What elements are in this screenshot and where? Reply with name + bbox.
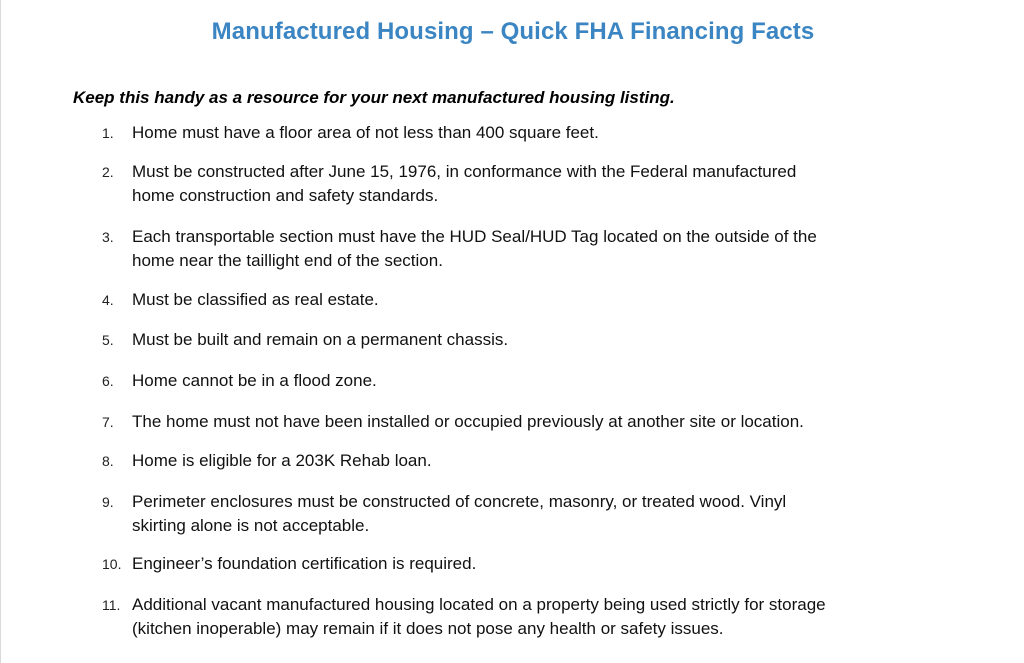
list-item-line: home construction and safety standards. xyxy=(132,186,439,205)
list-item-text xyxy=(132,121,962,145)
list-item-number: 1. xyxy=(102,125,114,141)
list-item-line: Engineer’s foundation certification is required. xyxy=(132,554,477,573)
list-item-number: 5. xyxy=(102,332,114,348)
list-item-line: Each transportable section must have the HUD Seal/HUD Tag located on the outside of the xyxy=(132,227,817,246)
list-item-text xyxy=(132,328,962,352)
list-item-number: 7. xyxy=(102,414,114,430)
list-item-text xyxy=(132,593,962,641)
list-item-number: 11. xyxy=(102,597,121,613)
list-item-text xyxy=(132,552,962,576)
list-item-number: 3. xyxy=(102,229,114,245)
list-item-line: Home is eligible for a 203K Rehab loan. xyxy=(132,451,432,470)
list-item-line: Must be classified as real estate. xyxy=(132,290,379,309)
list-item-number: 6. xyxy=(102,373,114,389)
document-intro: Keep this handy as a resource for your next manufactured housing listing. xyxy=(73,88,675,107)
list-item-number: 8. xyxy=(102,453,114,469)
list-item-text xyxy=(132,160,962,208)
list-item-text xyxy=(132,288,962,312)
list-item-line: Additional vacant manufactured housing located on a property being used strictly for storage xyxy=(132,595,826,614)
list-item-number: 2. xyxy=(102,164,114,180)
list-item-line: Perimeter enclosures must be constructed of concrete, masonry, or treated wood. Vinyl xyxy=(132,492,787,511)
list-item-line: Home cannot be in a flood zone. xyxy=(132,371,377,390)
list-item-line: Home must have a floor area of not less than 400 square feet. xyxy=(132,123,599,142)
list-item-line: (kitchen inoperable) may remain if it does not pose any health or safety issues. xyxy=(132,619,724,638)
list-item-line: home near the taillight end of the section. xyxy=(132,251,443,270)
list-item-text xyxy=(132,490,962,538)
list-item-text xyxy=(132,449,962,473)
list-item-text xyxy=(132,410,962,434)
list-item-line: Must be constructed after June 15, 1976, in conformance with the Federal manufactured xyxy=(132,162,797,181)
list-item-number: 10. xyxy=(102,556,122,572)
list-item-line: The home must not have been installed or occupied previously at another site or location. xyxy=(132,412,804,431)
document-title: Manufactured Housing – Quick FHA Financing Facts xyxy=(211,18,815,45)
list-item-number: 4. xyxy=(102,292,114,308)
list-item-line: skirting alone is not acceptable. xyxy=(132,516,370,535)
list-item-line: Must be built and remain on a permanent chassis. xyxy=(132,330,509,349)
list-item-text xyxy=(132,225,962,273)
list-item-text xyxy=(132,369,962,393)
list-item-number: 9. xyxy=(102,494,114,510)
